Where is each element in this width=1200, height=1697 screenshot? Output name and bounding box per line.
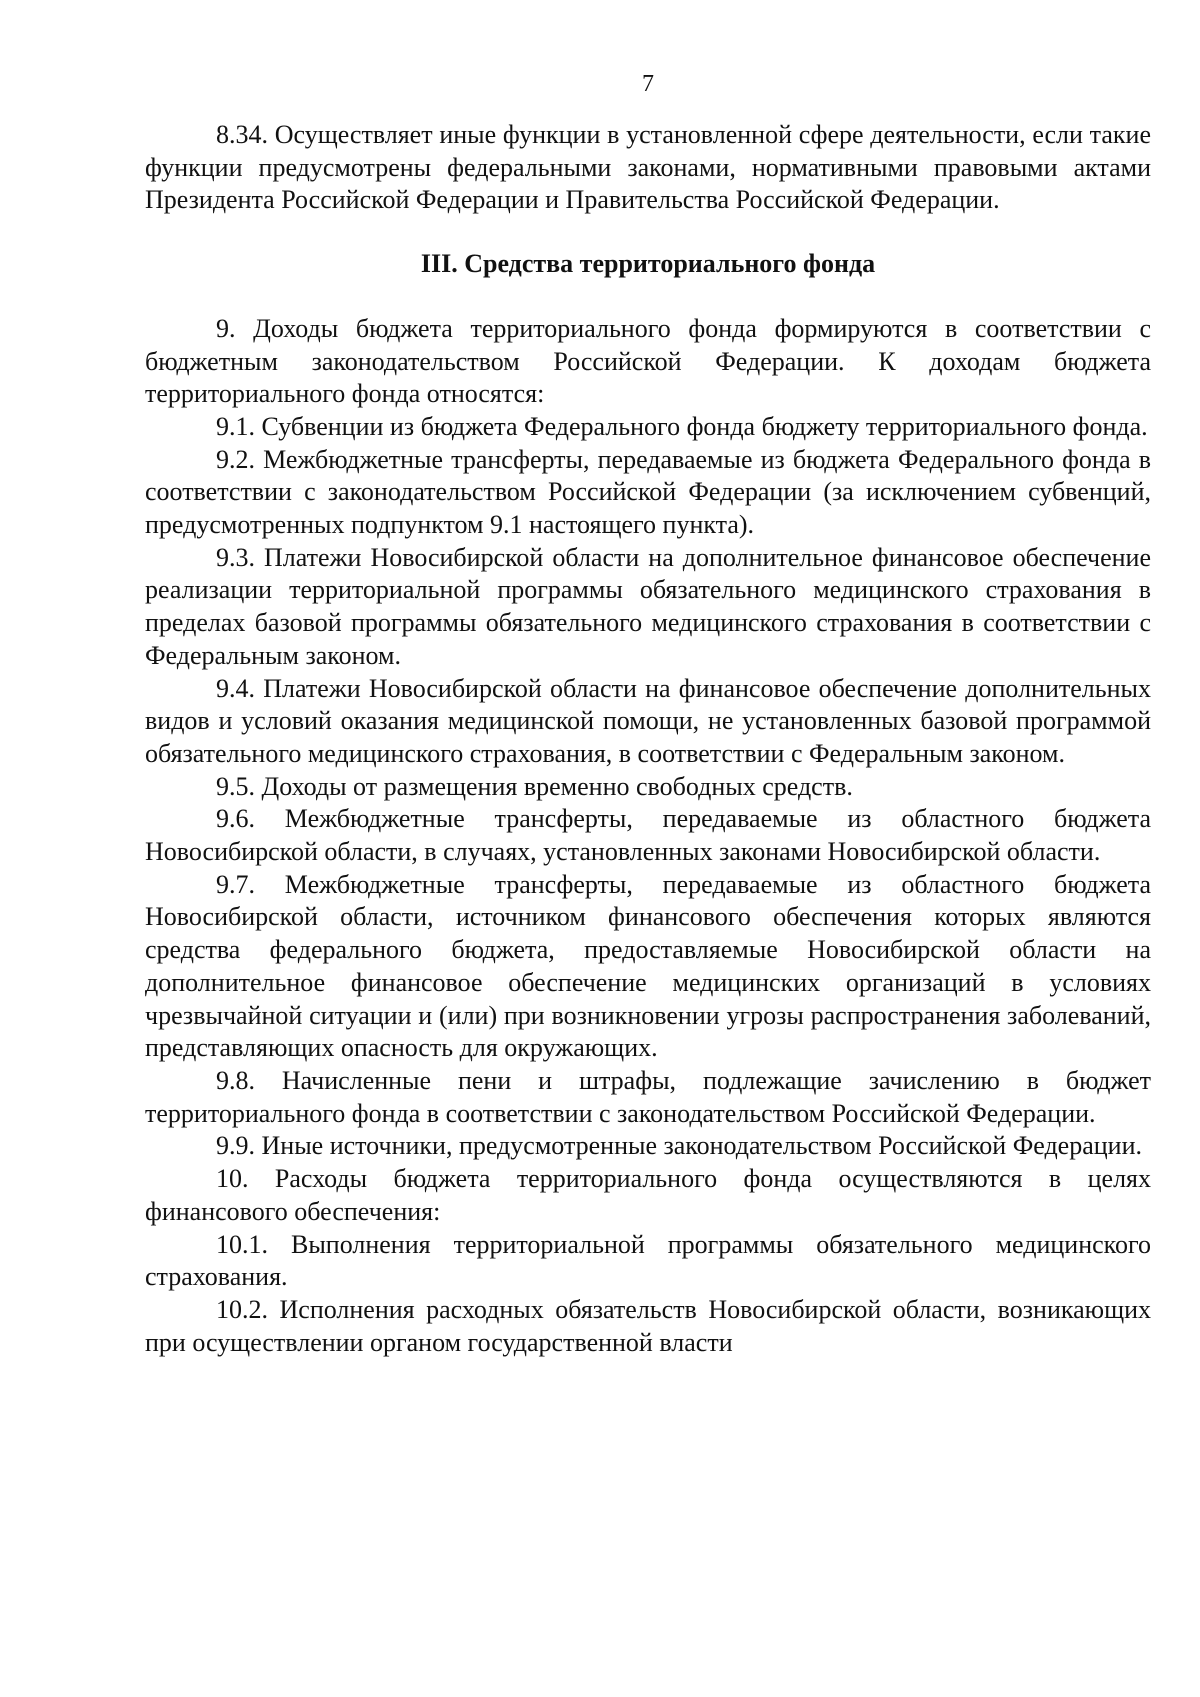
paragraph-9-4: 9.4. Платежи Новосибирской области на финансовое обеспечение дополнительных видов и условий оказания медицинской помощи, не установленных базовой программой обязательного медицинского страхования, в соответствии с Федеральным законом. bbox=[145, 673, 1151, 768]
paragraph-9: 9. Доходы бюджета территориального фонда формируются в соответствии с бюджетным законодательством Российской Федерации. К доходам бюджета территориального фонда относятся: bbox=[145, 313, 1151, 409]
paragraph-9-8: 9.8. Начисленные пени и штрафы, подлежащие зачислению в бюджет территориального фонда в соответствии с законодательством Российской Федерации. bbox=[145, 1065, 1151, 1128]
document-body bbox=[145, 119, 1151, 1359]
section-heading: III. Средства территориального фонда bbox=[420, 249, 876, 279]
paragraph-10-2: 10.2. Исполнения расходных обязательств Новосибирской области, возникающих при осуществлении органом государственной власти bbox=[145, 1294, 1151, 1357]
paragraph-10-1: 10.1. Выполнения территориальной программы обязательного медицинского страхования. bbox=[145, 1229, 1151, 1292]
page-number: 7 bbox=[642, 71, 654, 97]
paragraph-9-9: 9.9. Иные источники, предусмотренные законодательством Российской Федерации. bbox=[216, 1131, 1142, 1161]
paragraph-9-2: 9.2. Межбюджетные трансферты, передаваемые из бюджета Федерального фонда в соответствии с законодательством Российской Федерации (за исключением субвенций, предусмотренных подпунктом 9.1 настоящего пункта). bbox=[145, 444, 1151, 540]
paragraph-9-1: 9.1. Субвенции из бюджета Федерального фонда бюджету территориального фонда. bbox=[216, 411, 1148, 441]
paragraph-9-3: 9.3. Платежи Новосибирской области на дополнительное финансовое обеспечение реализации территориальной программы обязательного медицинского страхования в пределах базовой программы обязательного медицинского страхования в соответствии с Федеральным законом. bbox=[145, 542, 1151, 670]
paragraph-10: 10. Расходы бюджета территориального фонда осуществляются в целях финансового обеспечения: bbox=[145, 1164, 1151, 1226]
paragraph-9-7: 9.7. Межбюджетные трансферты, передаваемые из областного бюджета Новосибирской области, источником финансового обеспечения которых являются средства федерального бюджета, предоставляемые Новосибирской области на дополнительное финансовое обеспечение медицинских организаций в условиях чрезвычайной ситуации и (или) при возникновении угрозы распространения заболеваний, представляющих опасность для окружающих. bbox=[145, 869, 1151, 1063]
paragraph-9-5: 9.5. Доходы от размещения временно свободных средств. bbox=[216, 771, 853, 801]
paragraph-8-34: 8.34. Осуществляет иные функции в установленной сфере деятельности, если такие функции предусмотрены федеральными законами, нормативными правовыми актами Президента Российской Федерации и Правительства Российской Федерации. bbox=[145, 120, 1151, 215]
paragraph-9-6: 9.6. Межбюджетные трансферты, передаваемые из областного бюджета Новосибирской области, в случаях, установленных законами Новосибирской области. bbox=[145, 804, 1151, 867]
